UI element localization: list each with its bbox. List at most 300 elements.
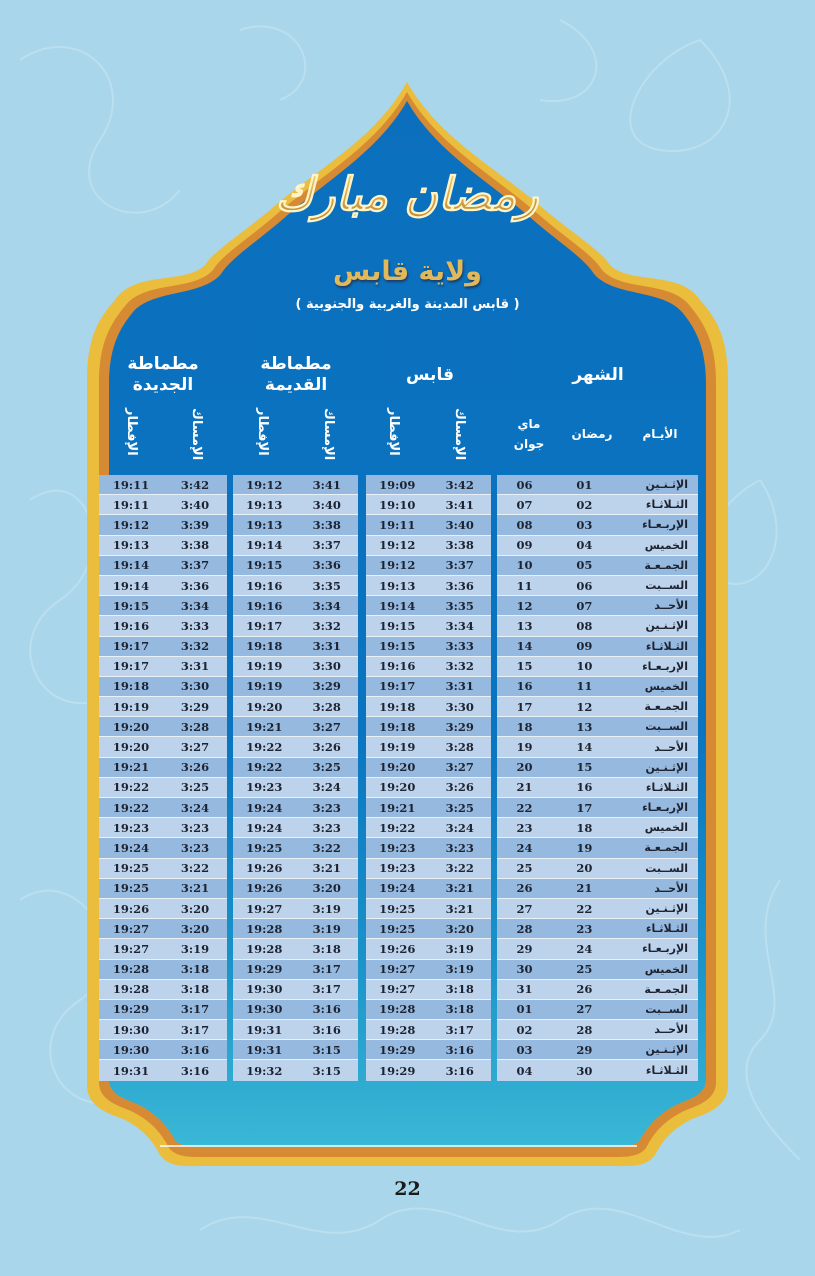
gabes-imsak-header: الإمساك <box>452 408 467 461</box>
iftar-time-cell: 19:18 <box>379 699 416 714</box>
ramadan-day-cell: 14 <box>576 740 593 755</box>
gregorian-day-cell: 17 <box>516 699 533 714</box>
imsak-time-cell: 3:19 <box>312 921 341 936</box>
table-row <box>366 616 491 636</box>
weekday-cell: الثـلاثـاء <box>645 922 688 936</box>
iftar-time-cell: 19:26 <box>379 941 416 956</box>
iftar-time-cell: 19:16 <box>246 598 283 613</box>
imsak-time-cell: 3:42 <box>180 477 210 492</box>
gregorian-day-cell: 03 <box>516 1042 533 1057</box>
table-row <box>366 899 491 919</box>
ramadan-day-cell: 19 <box>576 840 593 855</box>
imsak-time-cell: 3:15 <box>312 1042 341 1057</box>
table-row <box>497 737 698 757</box>
table-row <box>366 1020 491 1040</box>
imsak-time-cell: 3:34 <box>312 598 341 613</box>
imsak-time-cell: 3:19 <box>445 962 474 977</box>
imsak-time-cell: 3:22 <box>180 861 210 876</box>
imsak-time-cell: 3:19 <box>180 941 210 956</box>
iftar-time-cell: 19:11 <box>379 517 416 532</box>
imsak-time-cell: 3:25 <box>445 800 474 815</box>
table-row <box>366 697 491 717</box>
iftar-time-cell: 19:26 <box>112 901 150 916</box>
matmata-new-group-header <box>103 354 223 396</box>
table-row <box>497 899 698 919</box>
table-row <box>497 1060 698 1080</box>
gregorian-day-cell: 20 <box>516 760 533 775</box>
weekday-cell: الإثـنـين <box>645 478 688 492</box>
iftar-time-cell: 19:28 <box>246 941 283 956</box>
imsak-time-cell: 3:24 <box>312 780 341 795</box>
new-iftar-header: الإفطار <box>124 408 139 456</box>
imsak-time-cell: 3:28 <box>445 740 474 755</box>
table-row <box>99 838 227 858</box>
iftar-time-cell: 19:22 <box>246 740 283 755</box>
imsak-time-cell: 3:16 <box>180 1063 210 1078</box>
table-row <box>366 677 491 697</box>
imsak-time-cell: 3:23 <box>312 800 341 815</box>
weekday-cell: الجمـعـة <box>644 841 688 855</box>
iftar-time-cell: 19:27 <box>379 982 416 997</box>
imsak-time-cell: 3:30 <box>312 659 341 674</box>
iftar-time-cell: 19:21 <box>112 760 150 775</box>
greeting-text: رمضان مبارك <box>275 167 539 221</box>
gregorian-day-cell: 13 <box>516 618 533 633</box>
table-row <box>233 980 358 1000</box>
weekday-cell: الإربـعـاء <box>642 801 688 815</box>
ramadan-day-cell: 23 <box>576 921 593 936</box>
table-row <box>233 657 358 677</box>
imsak-time-cell: 3:17 <box>445 1022 474 1037</box>
gabes-group-header: قابس <box>406 365 454 385</box>
table-row <box>99 960 227 980</box>
table-row <box>233 536 358 556</box>
table-row <box>233 637 358 657</box>
table-row <box>99 939 227 959</box>
imsak-time-cell: 3:35 <box>445 598 474 613</box>
iftar-time-cell: 19:19 <box>112 699 150 714</box>
imsak-time-cell: 3:21 <box>445 901 474 916</box>
imsak-time-cell: 3:20 <box>180 901 210 916</box>
ramadan-day-cell: 12 <box>576 699 593 714</box>
iftar-time-cell: 19:22 <box>379 820 416 835</box>
gregorian-day-cell: 31 <box>516 982 533 997</box>
matmata-old-group-header <box>236 354 356 396</box>
table-row <box>233 919 358 939</box>
ramadan-day-cell: 09 <box>576 639 593 654</box>
iftar-time-cell: 19:12 <box>379 558 416 573</box>
gregorian-day-cell: 02 <box>516 1022 533 1037</box>
table-row <box>99 919 227 939</box>
table-row <box>366 1040 491 1060</box>
ramadan-day-cell: 18 <box>576 820 593 835</box>
weekday-cell: الأحــد <box>654 740 688 754</box>
imsak-time-cell: 3:33 <box>180 618 210 633</box>
imsak-time-cell: 3:41 <box>312 477 341 492</box>
iftar-time-cell: 19:22 <box>112 780 150 795</box>
iftar-time-cell: 19:30 <box>246 982 283 997</box>
weekday-cell: الإربـعـاء <box>642 942 688 956</box>
gregorian-day-cell: 19 <box>516 740 533 755</box>
imsak-time-cell: 3:25 <box>312 760 341 775</box>
iftar-time-cell: 19:31 <box>246 1042 283 1057</box>
iftar-time-cell: 19:21 <box>379 800 416 815</box>
imsak-time-cell: 3:38 <box>312 517 341 532</box>
iftar-time-cell: 19:28 <box>246 921 283 936</box>
imsak-time-cell: 3:26 <box>445 780 474 795</box>
table-row <box>99 556 227 576</box>
imsak-time-cell: 3:17 <box>180 1002 210 1017</box>
table-row <box>233 939 358 959</box>
weekday-cell: الســبت <box>645 861 688 875</box>
ramadan-day-cell: 13 <box>576 719 593 734</box>
table-row <box>99 637 227 657</box>
table-row <box>366 475 491 495</box>
iftar-time-cell: 19:28 <box>112 962 150 977</box>
gregorian-day-cell: 08 <box>516 517 533 532</box>
table-row <box>99 1040 227 1060</box>
table-row <box>99 798 227 818</box>
table-row <box>99 717 227 737</box>
imsak-time-cell: 3:32 <box>445 659 474 674</box>
table-row <box>497 616 698 636</box>
iftar-time-cell: 19:19 <box>246 679 283 694</box>
iftar-time-cell: 19:29 <box>379 1042 416 1057</box>
imsak-time-cell: 3:35 <box>312 578 341 593</box>
ramadan-day-cell: 21 <box>576 881 593 896</box>
iftar-time-cell: 19:23 <box>246 780 283 795</box>
table-row <box>497 1020 698 1040</box>
iftar-time-cell: 19:28 <box>379 1002 416 1017</box>
table-row <box>497 677 698 697</box>
weekday-cell: الســبت <box>645 1002 688 1016</box>
table-row <box>497 576 698 596</box>
imsak-time-cell: 3:38 <box>180 538 210 553</box>
ramadan-day-cell: 20 <box>576 861 593 876</box>
imsak-time-cell: 3:40 <box>312 497 341 512</box>
table-row <box>233 596 358 616</box>
table-row <box>497 960 698 980</box>
weekday-cell: الإربـعـاء <box>642 518 688 532</box>
imsak-time-cell: 3:17 <box>312 982 341 997</box>
table-row <box>99 818 227 838</box>
weekday-cell: الســبت <box>645 720 688 734</box>
iftar-time-cell: 19:19 <box>379 740 416 755</box>
wilaya-title: ولاية قابس <box>333 256 482 287</box>
gregorian-line2: جوان <box>513 437 545 451</box>
imsak-time-cell: 3:39 <box>180 517 210 532</box>
gregorian-day-cell: 06 <box>516 477 533 492</box>
iftar-time-cell: 19:32 <box>246 1063 283 1078</box>
iftar-time-cell: 19:16 <box>379 659 416 674</box>
table-row <box>99 677 227 697</box>
iftar-time-cell: 19:26 <box>246 881 283 896</box>
table-row <box>366 717 491 737</box>
imsak-time-cell: 3:17 <box>312 962 341 977</box>
iftar-time-cell: 19:30 <box>246 1002 283 1017</box>
iftar-time-cell: 19:09 <box>379 477 416 492</box>
matmata-new-table <box>99 475 227 1081</box>
table-row <box>99 495 227 515</box>
imsak-time-cell: 3:31 <box>312 639 341 654</box>
iftar-time-cell: 19:17 <box>246 618 283 633</box>
imsak-time-cell: 3:38 <box>445 538 474 553</box>
ramadan-day-cell: 08 <box>576 618 593 633</box>
table-row <box>366 919 491 939</box>
imsak-time-cell: 3:37 <box>445 558 474 573</box>
imsak-time-cell: 3:23 <box>312 820 341 835</box>
iftar-time-cell: 19:14 <box>246 538 283 553</box>
imsak-time-cell: 3:18 <box>445 1002 474 1017</box>
table-row <box>366 637 491 657</box>
table-row <box>366 596 491 616</box>
table-row <box>233 576 358 596</box>
table-row <box>99 697 227 717</box>
weekday-cell: الســبت <box>645 579 688 593</box>
table-row <box>497 818 698 838</box>
iftar-time-cell: 19:25 <box>246 840 283 855</box>
gregorian-day-cell: 07 <box>516 497 533 512</box>
gregorian-day-cell: 12 <box>516 598 533 613</box>
imsak-time-cell: 3:22 <box>445 861 474 876</box>
table-row <box>497 475 698 495</box>
weekday-cell: الأحــد <box>654 1023 688 1037</box>
table-row <box>497 536 698 556</box>
iftar-time-cell: 19:23 <box>379 861 416 876</box>
table-row <box>497 495 698 515</box>
ramadan-day-cell: 24 <box>576 941 593 956</box>
table-row <box>497 798 698 818</box>
iftar-time-cell: 19:14 <box>379 598 416 613</box>
table-row <box>497 1040 698 1060</box>
old-imsak-header: الإمساك <box>321 408 336 461</box>
imsak-time-cell: 3:36 <box>445 578 474 593</box>
imsak-time-cell: 3:17 <box>180 1022 210 1037</box>
table-row <box>233 899 358 919</box>
ramadan-day-cell: 28 <box>576 1022 593 1037</box>
table-row <box>366 495 491 515</box>
imsak-time-cell: 3:16 <box>445 1063 474 1078</box>
imsak-time-cell: 3:32 <box>312 618 341 633</box>
weekday-cell: الخميس <box>644 538 688 552</box>
table-row <box>366 838 491 858</box>
gregorian-day-cell: 30 <box>516 962 533 977</box>
iftar-time-cell: 19:13 <box>246 497 283 512</box>
gregorian-day-cell: 21 <box>516 780 533 795</box>
weekday-cell: الإثـنـين <box>645 902 688 916</box>
table-row <box>233 879 358 899</box>
table-row <box>99 1000 227 1020</box>
table-row <box>99 576 227 596</box>
table-row <box>366 657 491 677</box>
imsak-time-cell: 3:34 <box>445 618 474 633</box>
gabes-table <box>366 475 491 1081</box>
weekday-cell: الخميس <box>644 821 688 835</box>
table-row <box>233 859 358 879</box>
iftar-time-cell: 19:11 <box>112 477 150 492</box>
iftar-time-cell: 19:27 <box>246 901 283 916</box>
gregorian-day-cell: 04 <box>516 1063 533 1078</box>
gregorian-day-cell: 24 <box>516 840 533 855</box>
gregorian-line1: ماي <box>517 417 541 431</box>
table-row <box>366 879 491 899</box>
table-row <box>366 737 491 757</box>
gregorian-day-cell: 29 <box>516 941 533 956</box>
ramadan-day-cell: 26 <box>576 982 593 997</box>
table-row <box>366 1060 491 1080</box>
iftar-time-cell: 19:27 <box>379 962 416 977</box>
table-row <box>99 980 227 1000</box>
imsak-time-cell: 3:21 <box>312 861 341 876</box>
ramadan-day-cell: 27 <box>576 1002 593 1017</box>
iftar-time-cell: 19:15 <box>246 558 283 573</box>
matmata-new-line1: مطماطة <box>127 354 199 374</box>
iftar-time-cell: 19:31 <box>112 1063 150 1078</box>
imsak-time-cell: 3:28 <box>312 699 341 714</box>
table-row <box>497 717 698 737</box>
gregorian-day-cell: 01 <box>516 1002 533 1017</box>
table-row <box>497 596 698 616</box>
table-row <box>497 1000 698 1020</box>
gregorian-day-cell: 15 <box>516 659 533 674</box>
table-row <box>233 960 358 980</box>
table-row <box>233 677 358 697</box>
imsak-time-cell: 3:27 <box>312 719 341 734</box>
table-row <box>366 515 491 535</box>
iftar-time-cell: 19:12 <box>379 538 416 553</box>
table-row <box>497 697 698 717</box>
table-row <box>497 637 698 657</box>
iftar-time-cell: 19:29 <box>379 1063 416 1078</box>
table-row <box>366 798 491 818</box>
iftar-time-cell: 19:24 <box>379 881 416 896</box>
iftar-time-cell: 19:15 <box>379 618 416 633</box>
gregorian-day-cell: 25 <box>516 861 533 876</box>
iftar-time-cell: 19:24 <box>246 800 283 815</box>
ramadan-day-cell: 07 <box>576 598 593 613</box>
ramadan-day-cell: 17 <box>576 800 593 815</box>
iftar-time-cell: 19:13 <box>112 538 150 553</box>
gregorian-day-cell: 18 <box>516 719 533 734</box>
ramadan-day-cell: 22 <box>576 901 593 916</box>
iftar-time-cell: 19:24 <box>112 840 150 855</box>
table-row <box>99 737 227 757</box>
weekday-cell: الثـلاثـاء <box>645 639 688 653</box>
iftar-time-cell: 19:20 <box>112 719 150 734</box>
table-row <box>366 778 491 798</box>
table-row <box>99 657 227 677</box>
iftar-time-cell: 19:25 <box>112 861 150 876</box>
gregorian-day-cell: 11 <box>516 578 533 593</box>
imsak-time-cell: 3:40 <box>180 497 210 512</box>
iftar-time-cell: 19:18 <box>379 719 416 734</box>
imsak-time-cell: 3:25 <box>180 780 210 795</box>
iftar-time-cell: 19:30 <box>112 1042 150 1057</box>
table-row <box>497 919 698 939</box>
iftar-time-cell: 19:12 <box>112 517 150 532</box>
iftar-time-cell: 19:20 <box>379 780 416 795</box>
iftar-time-cell: 19:10 <box>379 497 416 512</box>
table-row <box>233 1040 358 1060</box>
iftar-time-cell: 19:25 <box>112 881 150 896</box>
iftar-time-cell: 19:31 <box>246 1022 283 1037</box>
imsak-time-cell: 3:16 <box>445 1042 474 1057</box>
imsak-time-cell: 3:34 <box>180 598 210 613</box>
table-row <box>233 556 358 576</box>
ramadan-day-cell: 04 <box>576 538 593 553</box>
table-row <box>497 515 698 535</box>
weekday-cell: الجمـعـة <box>644 982 688 996</box>
iftar-time-cell: 19:18 <box>112 679 150 694</box>
table-row <box>233 495 358 515</box>
matmata-new-line2: الجديدة <box>132 375 194 395</box>
weekday-cell: الأحــد <box>654 599 688 613</box>
imsak-time-cell: 3:32 <box>180 639 210 654</box>
weekday-cell: الخميس <box>644 679 688 693</box>
matmata-old-table <box>233 475 358 1081</box>
imsak-time-cell: 3:33 <box>445 639 474 654</box>
iftar-time-cell: 19:20 <box>112 740 150 755</box>
matmata-old-line1: مطماطة <box>260 354 332 374</box>
table-row <box>233 475 358 495</box>
table-row <box>233 818 358 838</box>
table-row <box>99 536 227 556</box>
ramadan-day-cell: 05 <box>576 558 593 573</box>
table-row <box>99 596 227 616</box>
table-row <box>233 778 358 798</box>
table-row <box>233 798 358 818</box>
gregorian-day-cell: 14 <box>516 639 533 654</box>
imsak-time-cell: 3:29 <box>445 719 474 734</box>
ramadan-day-cell: 02 <box>576 497 593 512</box>
table-row <box>366 960 491 980</box>
ramadan-day-cell: 10 <box>576 659 593 674</box>
table-row <box>366 758 491 778</box>
iftar-time-cell: 19:14 <box>112 578 150 593</box>
ramadan-day-cell: 15 <box>576 760 593 775</box>
iftar-time-cell: 19:13 <box>379 578 416 593</box>
table-row <box>497 939 698 959</box>
gregorian-day-cell: 09 <box>516 538 533 553</box>
iftar-time-cell: 19:23 <box>379 840 416 855</box>
iftar-time-cell: 19:23 <box>112 820 150 835</box>
ramadan-day-cell: 11 <box>576 679 593 694</box>
imsak-time-cell: 3:27 <box>180 740 210 755</box>
iftar-time-cell: 19:24 <box>246 820 283 835</box>
weekday-cell: الإثـنـين <box>645 619 688 633</box>
imsak-time-cell: 3:16 <box>180 1042 210 1057</box>
gabes-iftar-header: الإفطار <box>386 408 401 456</box>
table-row <box>366 818 491 838</box>
iftar-time-cell: 19:28 <box>379 1022 416 1037</box>
table-row <box>99 758 227 778</box>
gregorian-day-cell: 28 <box>516 921 533 936</box>
imsak-time-cell: 3:15 <box>312 1063 341 1078</box>
imsak-time-cell: 3:24 <box>180 800 210 815</box>
ramadan-day-cell: 25 <box>576 962 593 977</box>
month-group-header: الشهر <box>572 365 624 385</box>
imsak-time-cell: 3:18 <box>445 982 474 997</box>
ramadan-column-header: رمضان <box>571 427 613 441</box>
imsak-time-cell: 3:28 <box>180 719 210 734</box>
table-row <box>366 556 491 576</box>
iftar-time-cell: 19:18 <box>246 639 283 654</box>
imsak-time-cell: 3:20 <box>312 881 341 896</box>
ramadan-day-cell: 01 <box>576 477 593 492</box>
month-table <box>497 475 698 1081</box>
weekday-cell: الثـلاثـاء <box>645 1064 688 1078</box>
imsak-time-cell: 3:31 <box>445 679 474 694</box>
